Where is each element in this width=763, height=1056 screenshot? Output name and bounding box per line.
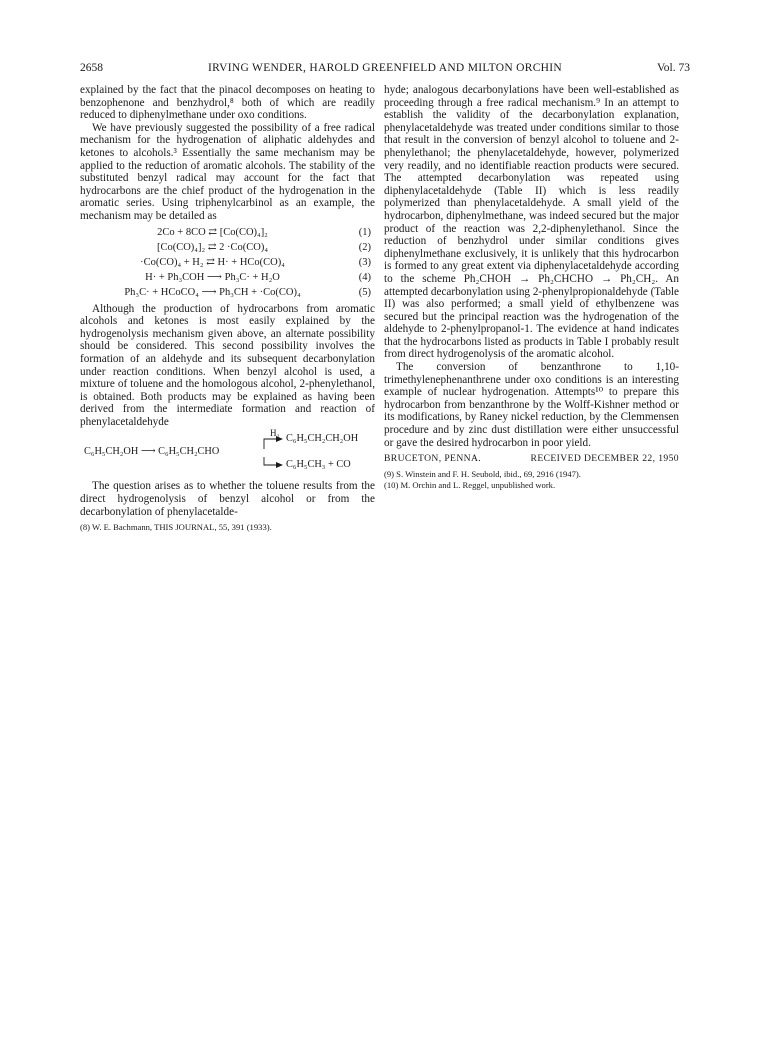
scheme-start: C₆H₅CH₂OH ⟶ C₆H₅CH₂CHO (84, 446, 220, 458)
equation-expression: ·Co(CO)₄ + H₂ ⇄ H· + HCo(CO)₄ (140, 256, 285, 268)
equation-number: (3) (358, 256, 371, 268)
scheme-lower-product: C₆H₅CH₃ + CO (286, 459, 351, 471)
scheme-upper-product: C₆H₅CH₂CH₂OH (286, 433, 359, 445)
equation-1 (80, 225, 375, 240)
equation-expression: Ph₃C· + HCoCO₄ ⟶ Ph₃CH + ·Co(CO)₄ (124, 286, 301, 298)
left-paragraph-1: explained by the fact that the pinacol decomposes on heating to benzophenone and benzhydrol,⁸ both of which are readily reduced to diphenylmethane under oxo conditions. (80, 84, 375, 122)
right-column (384, 84, 679, 491)
equation-number: (2) (358, 241, 371, 253)
running-authors: IRVING WENDER, HAROLD GREENFIELD AND MILTON ORCHIN (207, 62, 563, 74)
equation-number: (4) (358, 271, 371, 283)
left-paragraph-2: We have previously suggested the possibility of a free radical mechanism for the hydrogenation of aliphatic aldehydes and ketones to alcohols.³ Essentially the same mechanism may be applied to the reduction of aromatic alcohols. The stability of the substituted benzyl radical may account for the fact that hydrocarbons are the chief product of the hydrogenation in the aromatic series. Using triphenylcarbinol as an example, the mechanism may be detailed as (80, 121, 375, 222)
running-header (80, 62, 690, 76)
footnote-9: (9) S. Winstein and F. H. Seubold, ibid., 69, 2916 (1947). (384, 469, 581, 480)
mechanism-equations (80, 225, 375, 300)
left-paragraph-3: Although the production of hydrocarbons from aromatic alcohols and ketones is most easily explained by the hydrogenolysis mechanism given above, an alternate possibility should be considered. This second possibility involves the formation of an aldehyde and its subsequent decarbonylation under reaction conditions. When benzyl alcohol is used, a mixture of toluene and the homologous alcohol, 2-phenylethanol, is obtained. Both products may be explained as having been derived from the intermediate formation and reaction of phenylacetaldehyde (80, 302, 375, 428)
footnote-8: (8) W. E. Bachmann, THIS JOURNAL, 55, 391 (1933). (80, 522, 272, 533)
equation-3 (80, 255, 375, 270)
page-number: 2658 (80, 62, 103, 74)
scheme-h2-label: H₂ (270, 428, 280, 439)
equation-expression: 2Co + 8CO ⇄ [Co(CO)₄]₂ (157, 226, 268, 238)
left-paragraph-4: The question arises as to whether the toluene results from the direct hydrogenolysis of benzyl alcohol or from the decarbonylation of phenylacetalde- (80, 480, 375, 518)
reaction-scheme (80, 430, 375, 476)
left-column (80, 84, 375, 533)
equation-2 (80, 240, 375, 255)
equation-5 (80, 285, 375, 300)
right-paragraph-1: hyde; analogous decarbonylations have been well-established as proceeding through a free radical mechanism.⁹ In an attempt to establish the validity of the decarbonylation explanation, phenylacetaldehyde was treated under conditions similar to those that result in the conversion of benzyl alcohol to toluene and 2-phenylethanol; the phenylacetaldehyde, however, polymerized very readily, and no identifiable reaction products were secured. The attempted decarbonylation was repeated using diphenylacetaldehyde (Table II) which is less readily polymerized than phenylacetaldehyde. A small yield of the hydrocarbon, diphenylmethane, was indeed secured but the major product of the reaction was 2,2-diphenylethanol. Since the reduction of benzhydrol under similar conditions gives diphenylmethane exclusively, it is unlikely that this hydrocarbon is formed to any great extent via diphenylacetaldehyde according to the scheme Ph₂CHOH → Ph₂CHCHO → Ph₂CH₂. An attempted decarbonylation using 2-phenylpropionaldehyde (Table II) was also performed; a small yield of ethylbenzene was secured but the principal reaction was the hydrogenation of the aldehyde to 2-phenylpropanol-1. The evidence at hand indicates that the hydrocarbons listed as products in Table I probably result from direct hydrogenolysis of the aromatic alcohol. (384, 84, 679, 361)
equation-number: (5) (358, 286, 371, 298)
right-paragraph-2: The conversion of benzanthrone to 1,10-trimethylenephenanthrene under oxo conditions is an interesting example of nuclear hydrogenation. Attempts¹⁰ to prepare this hydrocarbon from benzanthrone by the Wolff-Kishner method or its modifications, by Raney nickel reduction, by the Clemmensen procedure and by zinc dust distillation were either unsuccessful or gave the desired hydrocarbon in poor yield. (384, 361, 679, 449)
equation-expression: [Co(CO)₄]₂ ⇄ 2 ·Co(CO)₄ (156, 241, 269, 253)
equation-number: (1) (358, 226, 371, 238)
equation-expression: H· + Ph₃COH ⟶ Ph₃C· + H₂O (145, 271, 280, 283)
received-date: RECEIVED DECEMBER 22, 1950 (530, 453, 679, 465)
footnote-10: (10) M. Orchin and L. Reggel, unpublished work. (384, 480, 556, 491)
signature-line (384, 453, 679, 465)
equation-4 (80, 270, 375, 285)
signature-location: BRUCETON, PENNA. (384, 453, 482, 465)
volume-label: Vol. 73 (656, 62, 690, 74)
